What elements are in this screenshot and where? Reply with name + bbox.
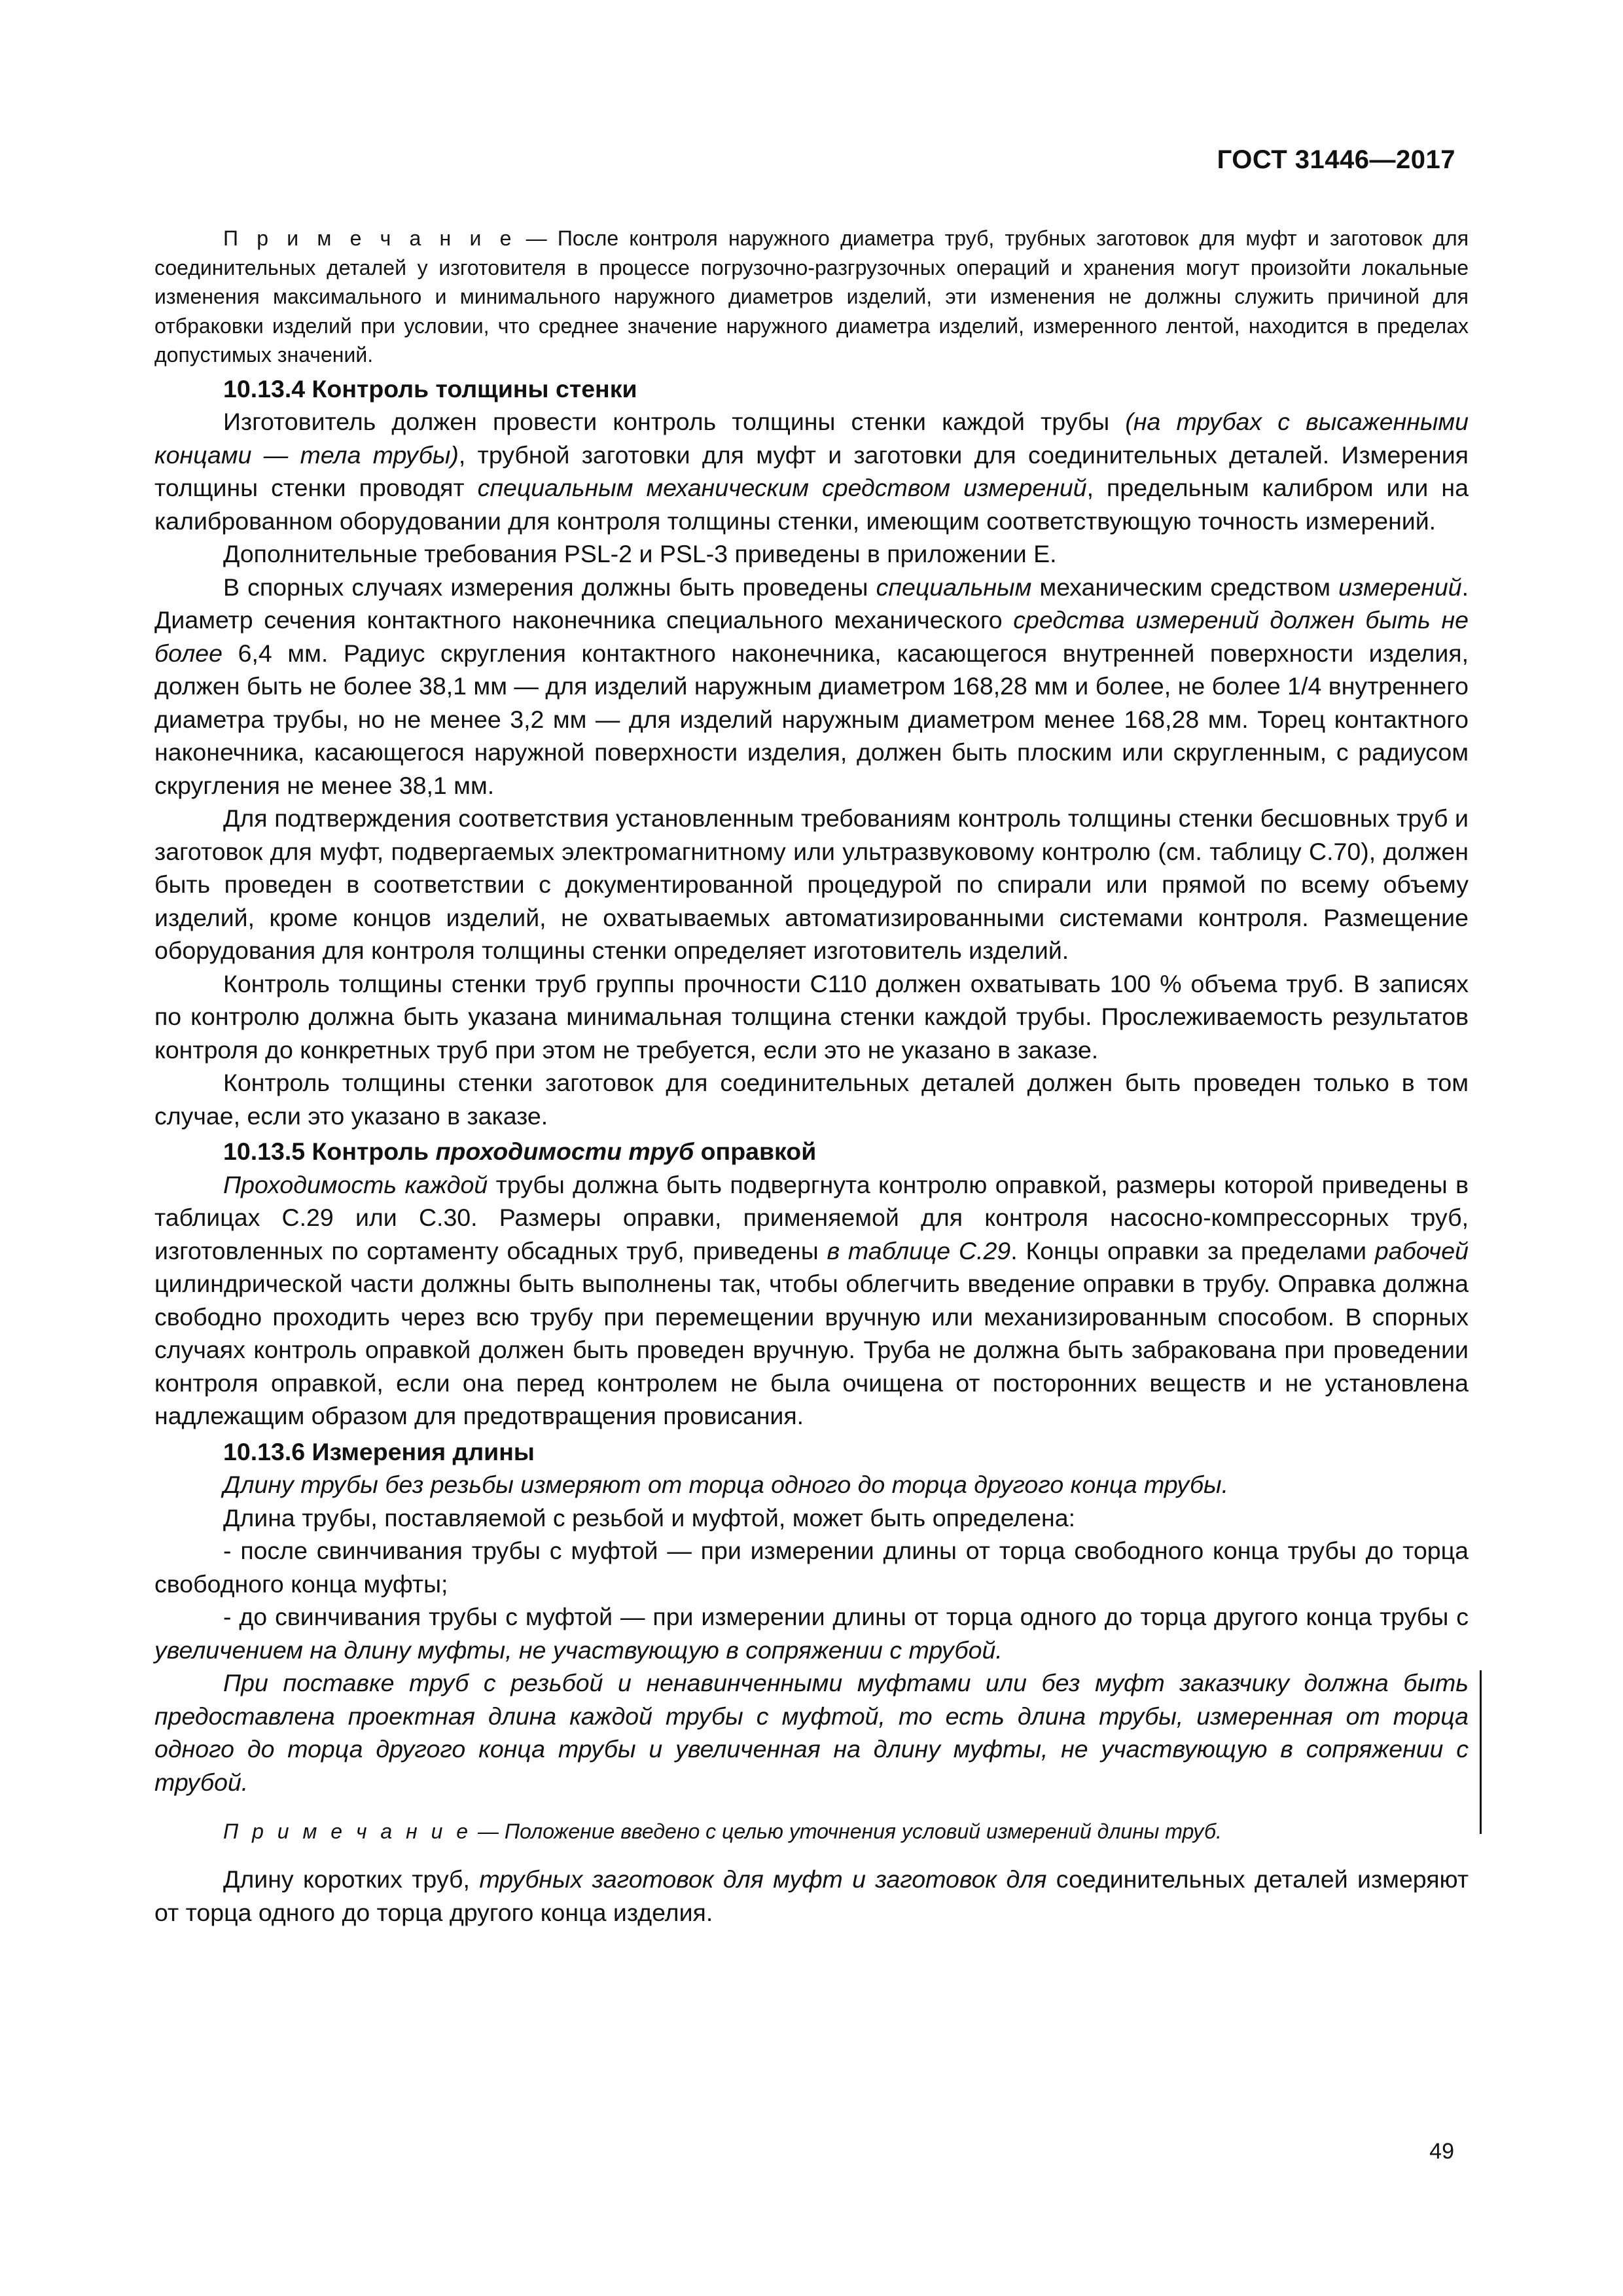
paragraph: Длину трубы без резьбы измеряют от торца одного до торца другого конца трубы. bbox=[223, 1471, 1229, 1498]
paragraph: Для подтверждения соответствия установленным требованиям контроль толщины стенки бесшовных труб и заготовок для муфт, подвергаемых электромагнитному или ультразвуковому контролю (см. таблицу С.70), должен быть проведен в соответствии с документированной процедурой по спирали или прямой по всему объему изделий, кроме концов изделий, не охватываемых автоматизированными системами контроля. Размещение оборудования для контроля толщины стенки определяет изготовитель изделий. bbox=[154, 804, 1469, 964]
paragraph: Дополнительные требования PSL-2 и PSL-3 приведены в приложении Е. bbox=[223, 540, 1057, 567]
note-label: П р и м е ч а н и е bbox=[223, 1820, 473, 1843]
note-paragraph: П р и м е ч а н и е — После контроля наружного диаметра труб, трубных заготовок для муфт и заготовок для соединительных деталей у изготовителя в процессе погрузочно-разгрузочных операций и хранения могут произойти локальные изменения максимального и минимального наружного диаметров изделий, эти изменения не должны служить причиной для отбраковки изделий при условии, что среднее значение наружного диаметра изделий, измеренного лентой, находится в пределах допустимых значений. bbox=[154, 226, 1469, 367]
page-content bbox=[154, 224, 1469, 1929]
document-standard-number: ГОСТ 31446—2017 bbox=[1217, 145, 1455, 174]
paragraph: При поставке труб с резьбой и ненавинченными муфтами или без муфт заказчику должна быть предоставлена проектная длина каждой трубы с муфтой, то есть длина трубы, измеренная от торца одного до торца другого конца трубы и увеличенная на длину муфты, не участвующую в сопряжении с трубой. bbox=[154, 1669, 1469, 1796]
paragraph: Длина трубы, поставляемой с резьбой и муфтой, может быть определена: bbox=[223, 1503, 1076, 1532]
paragraph: Контроль толщины стенки заготовок для соединительных деталей должен быть проведен только в том случае, если это указано в заказе. bbox=[154, 1069, 1469, 1130]
list-item: - после свинчивания трубы с муфтой — при измерении длины от торца свободного конца трубы до торца свободного конца муфты; bbox=[154, 1537, 1469, 1598]
note-label: П р и м е ч а н и е bbox=[223, 226, 516, 250]
page-number: 49 bbox=[1429, 2139, 1454, 2164]
paragraph: Изготовитель должен провести контроль толщины стенки каждой трубы (на трубах с высаженными концами — тела трубы), трубной заготовки для муфт и заготовки для соединительных деталей. Измерения толщины стенки проводят специальным механическим средством измерений, предельным калибром или на калиброванном оборудовании для контроля толщины стенки, имеющим соответствующую точность измерений. bbox=[154, 408, 1469, 535]
paragraph: Длину коротких труб, трубных заготовок для муфт и заготовок для соединительных деталей измеряют от торца одного до торца другого конца изделия. bbox=[154, 1865, 1469, 1926]
paragraph: Контроль толщины стенки труб группы прочности С110 должен охватывать 100 % объема труб. В записях по контролю должна быть указана минимальная толщина стенки каждой трубы. Прослеживаемость результатов контроля до конкретных труб при этом не требуется, если это не указано в заказе. bbox=[154, 969, 1469, 1064]
note-paragraph: П р и м е ч а н и е — Положение введено с целью уточнения условий измерений длины труб. bbox=[223, 1820, 1222, 1843]
section-heading-10-13-5: 10.13.5 Контроль проходимости труб оправкой bbox=[223, 1138, 817, 1165]
paragraph: В спорных случаях измерения должны быть проведены специальным механическим средством измерений. Диаметр сечения контактного наконечника специального механического средства измерений должен быть не более 6,4 мм. Радиус скругления контактного наконечника, касающегося внутренней поверхности изделия, должен быть не более 38,1 мм — для изделий наружным диаметром 168,28 мм и более, не более 1/4 внутреннего диаметра трубы, но не менее 3,2 мм — для изделий наружным диаметром менее 168,28 мм. Торец контактного наконечника, касающегося наружной поверхности изделия, должен быть плоским или скругленным, с радиусом скругления не менее 38,1 мм. bbox=[154, 573, 1469, 799]
section-heading-10-13-4: 10.13.4 Контроль толщины стенки bbox=[223, 374, 637, 403]
change-marked-block bbox=[154, 1666, 1469, 1846]
change-bar bbox=[1480, 1670, 1482, 1834]
section-heading-10-13-6: 10.13.6 Измерения длины bbox=[223, 1437, 535, 1465]
list-item: - до свинчивания трубы с муфтой — при измерении длины от торца одного до торца другого конца трубы с увеличением на длину муфты, не участвующую в сопряжении с трубой. bbox=[154, 1603, 1469, 1664]
paragraph: Проходимость каждой трубы должна быть подвергнута контролю оправкой, размеры которой приведены в таблицах С.29 или С.30. Размеры оправки, применяемой для контроля насосно-компрессорных труб, изготовленных по сортаменту обсадных труб, приведены в таблице С.29. Концы оправки за пределами рабочей цилиндрической части должны быть выполнены так, чтобы облегчить введение оправки в трубу. Оправка должна свободно проходить через всю трубу при перемещении вручную или механизированным способом. В спорных случаях контроль оправкой должен быть проведен вручную. Труба не должна быть забракована при проведении контроля оправкой, если она перед контролем не была очищена от посторонних веществ и не установлена надлежащим образом для предотвращения провисания. bbox=[154, 1170, 1469, 1429]
